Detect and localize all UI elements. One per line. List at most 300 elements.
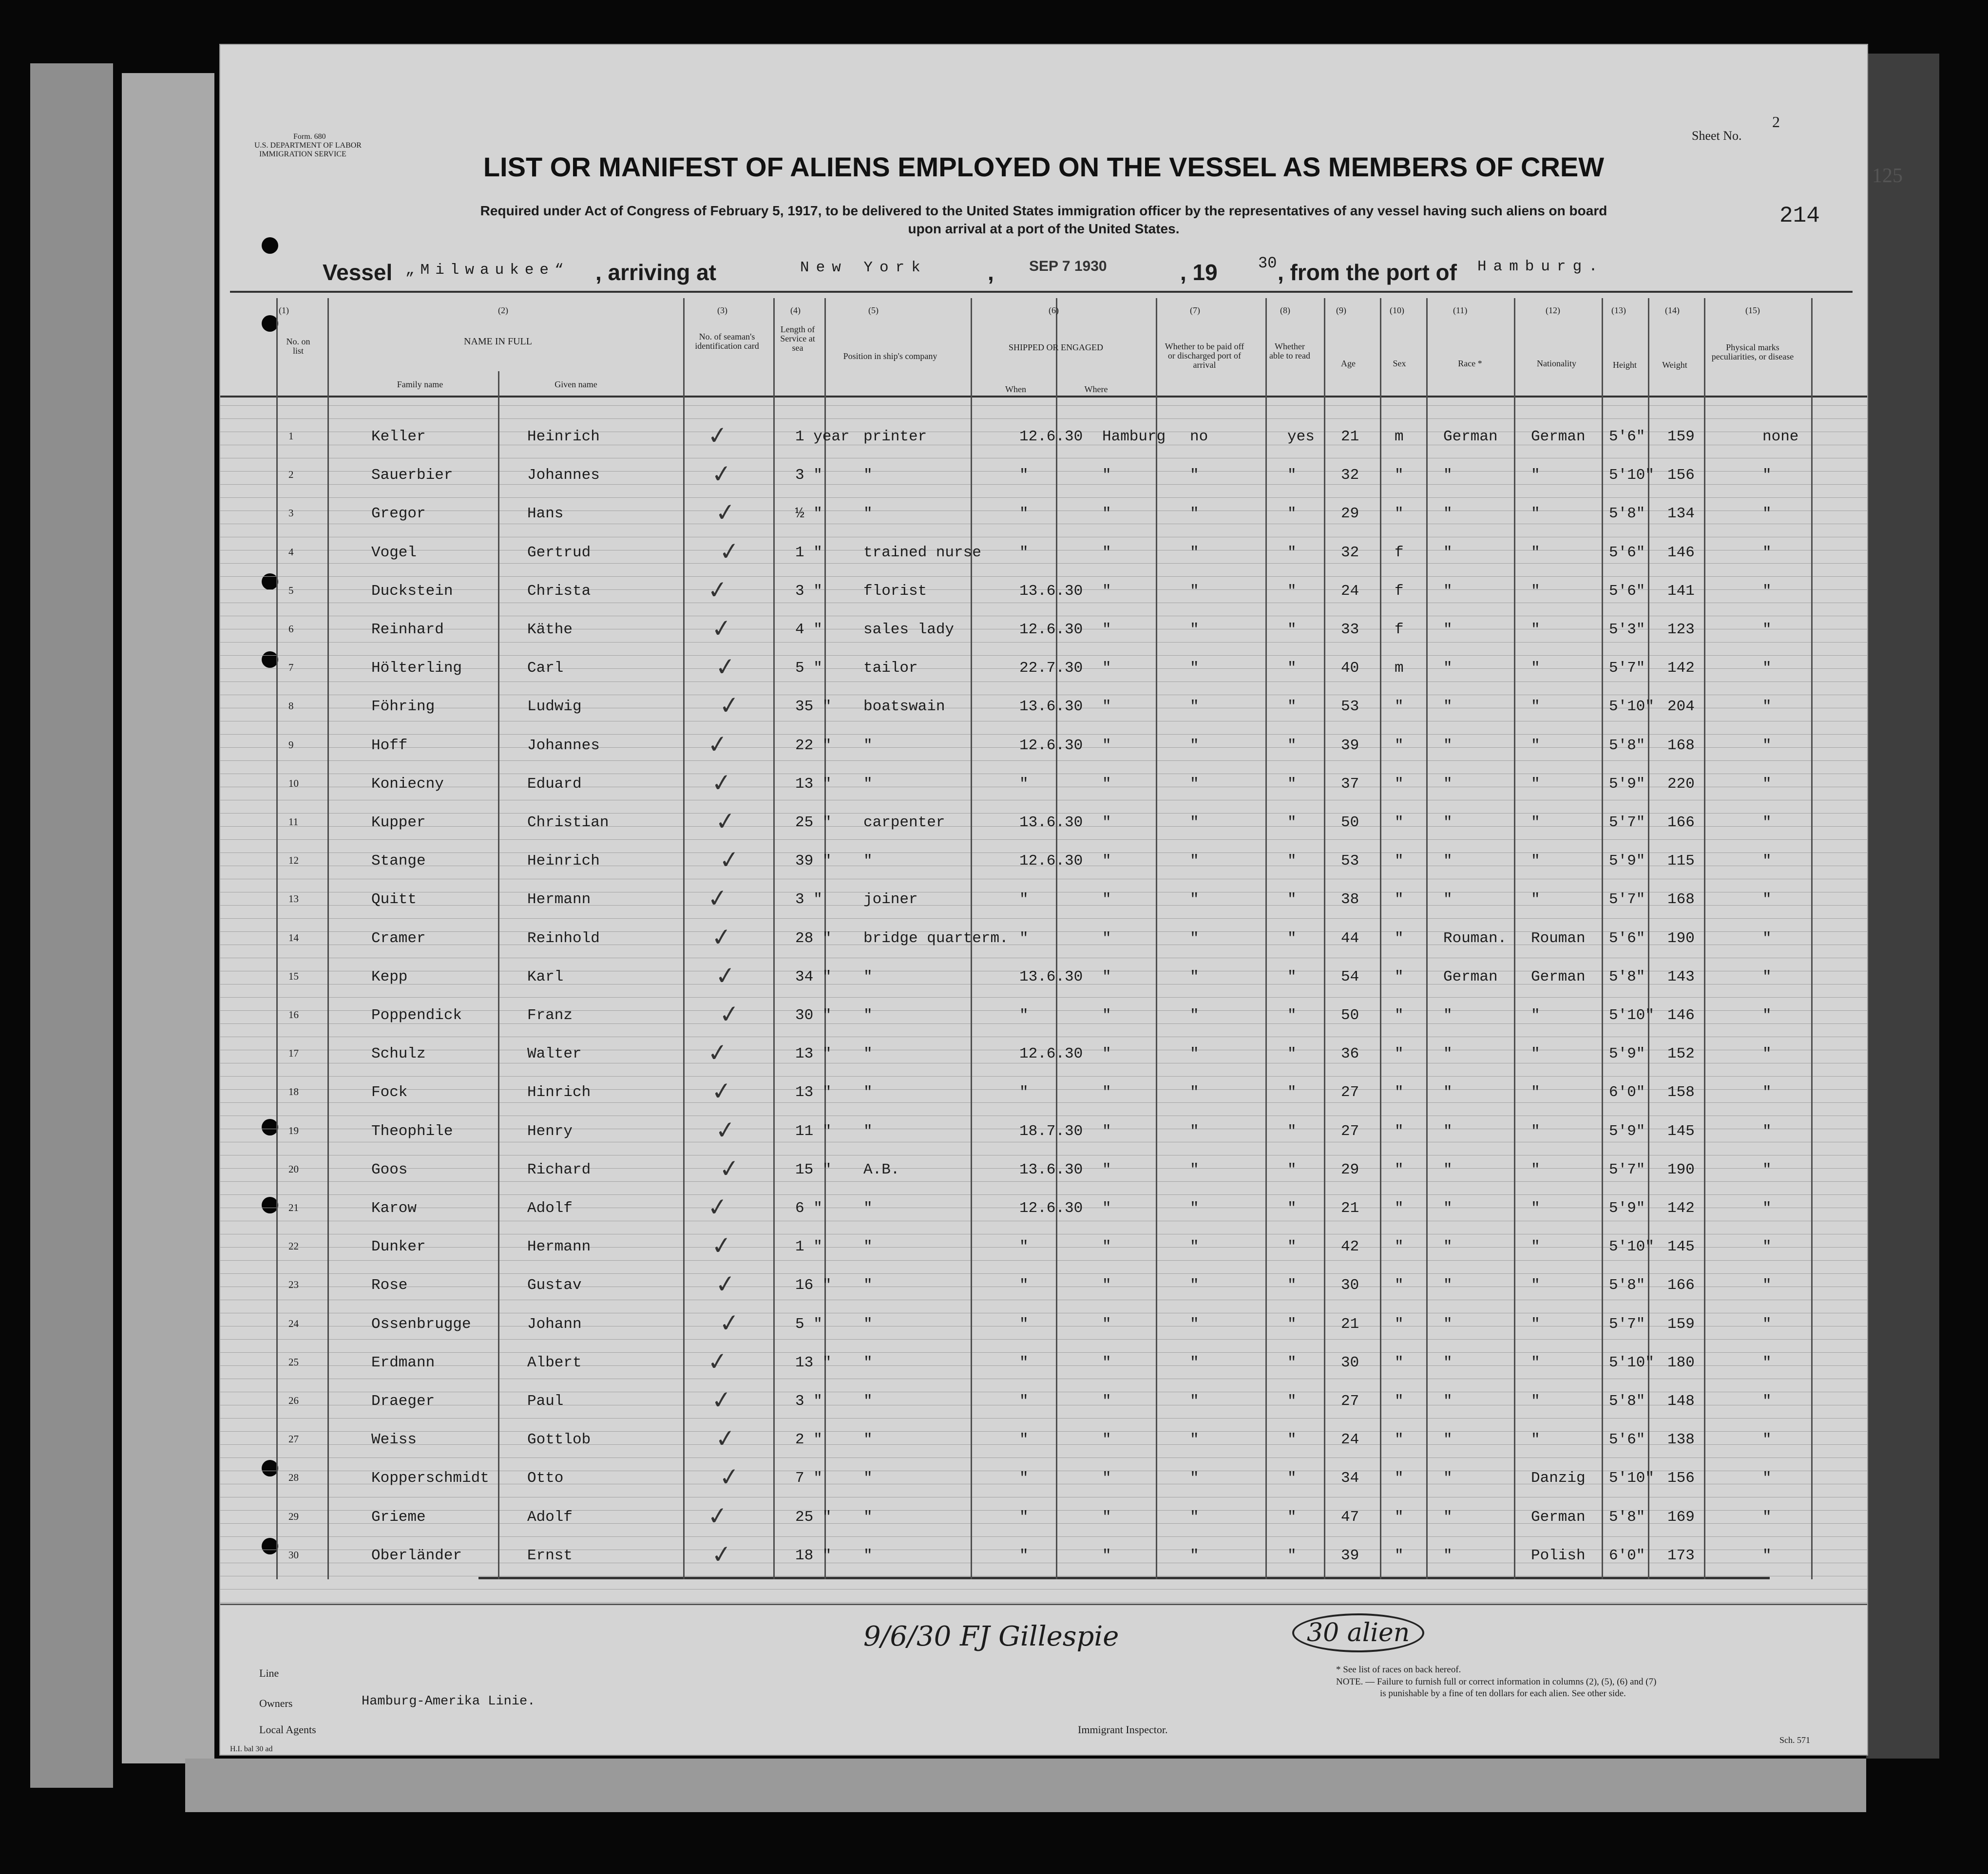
physical-marks: " [1762, 1547, 1772, 1564]
row-number: 5 [288, 584, 294, 596]
paid-off: " [1190, 1354, 1199, 1371]
nationality: " [1531, 1122, 1540, 1140]
paid-off: " [1190, 737, 1199, 754]
row-number: 10 [288, 777, 299, 789]
header-name-in-full: NAME IN FULL [464, 336, 532, 347]
header-sex: Sex [1393, 359, 1406, 368]
able-to-read: " [1287, 544, 1297, 561]
given-name: Franz [527, 1007, 573, 1024]
given-name: Henry [527, 1122, 573, 1140]
family-name: Reinhard [371, 621, 444, 638]
shipped-where: Hamburg [1102, 428, 1166, 445]
header-physical: Physical marks peculiarities, or disease [1711, 342, 1794, 361]
check-mark-icon: ✓ [714, 498, 737, 528]
race: " [1443, 660, 1453, 677]
height: 5'8" [1609, 1393, 1645, 1410]
row-number: 13 [288, 893, 299, 905]
shipped-where: " [1102, 1547, 1111, 1564]
length-of-service: 34 " [795, 968, 832, 985]
able-to-read: " [1287, 1161, 1297, 1178]
race: " [1443, 814, 1453, 831]
sex: " [1395, 968, 1404, 985]
weight: 220 [1667, 775, 1695, 793]
form-subtitle-2: upon arrival at a port of the United States. [908, 221, 1180, 236]
able-to-read: " [1287, 1547, 1297, 1564]
age: 39 [1341, 737, 1359, 754]
height: 5'6" [1609, 1431, 1645, 1449]
nationality: " [1531, 891, 1540, 909]
given-name: Hinrich [527, 1084, 591, 1101]
nationality: " [1531, 775, 1540, 793]
position: " [863, 1547, 873, 1564]
arriving-label: , arriving at [595, 260, 716, 285]
physical-marks: " [1762, 929, 1772, 947]
column-line [1324, 298, 1325, 1579]
ledger-line [220, 1102, 1867, 1103]
check-mark-icon: ✓ [706, 575, 729, 605]
age: 32 [1341, 544, 1359, 561]
note-line-2: is punishable by a fine of ten dollars for each alien. See other side. [1380, 1688, 1626, 1699]
nationality: " [1531, 1315, 1540, 1333]
ledger-line [220, 1194, 1867, 1195]
paid-off: " [1190, 968, 1199, 985]
sex: " [1395, 1084, 1404, 1101]
header-paid-off: Whether to be paid off or discharged port of arrival [1165, 341, 1244, 370]
physical-marks: " [1762, 467, 1772, 484]
height: 5'6" [1609, 582, 1645, 600]
physical-marks: " [1762, 1277, 1772, 1294]
family-name: Theophile [371, 1122, 453, 1140]
row-number: 1 [288, 430, 294, 442]
nationality: " [1531, 544, 1540, 561]
punch-hole [262, 237, 278, 254]
height: 5'7" [1609, 814, 1645, 831]
able-to-read: " [1287, 891, 1297, 909]
shipped-where: " [1102, 1045, 1111, 1063]
age: 32 [1341, 467, 1359, 484]
check-mark-icon: ✓ [714, 1269, 737, 1299]
sex: " [1395, 698, 1404, 716]
position: " [863, 737, 873, 754]
shipped-when: 12.6.30 [1019, 852, 1083, 870]
race: " [1443, 852, 1453, 870]
length-of-service: 13 " [795, 1045, 832, 1063]
column-line [773, 298, 775, 1579]
height: 5'6" [1609, 428, 1645, 445]
header-length-service: Length of Service at sea [780, 324, 815, 353]
ledger-line [220, 813, 1867, 814]
given-name: Hermann [527, 891, 591, 909]
shipped-when: " [1019, 1393, 1029, 1410]
shipped-when: 13.6.30 [1019, 582, 1083, 600]
physical-marks: " [1762, 891, 1772, 909]
length-of-service: 11 " [795, 1122, 832, 1140]
header-age: Age [1341, 359, 1356, 368]
table-header-border [220, 396, 1867, 398]
shipped-where: " [1102, 929, 1111, 947]
header-when: When [1005, 384, 1026, 394]
stamped-number: 214 [1779, 203, 1820, 228]
row-number: 23 [288, 1279, 299, 1291]
side-number: 125 [1872, 165, 1903, 187]
column-line [1811, 298, 1813, 1579]
weight: 166 [1667, 1277, 1695, 1294]
sex: " [1395, 814, 1404, 831]
height: 5'9" [1609, 852, 1645, 870]
service-label: IMMIGRATION SERVICE [259, 150, 346, 158]
sex: " [1395, 891, 1404, 909]
weight: 145 [1667, 1122, 1695, 1140]
race: German [1443, 428, 1498, 445]
ledger-line [220, 1418, 1867, 1419]
ledger-line [220, 1076, 1867, 1077]
age: 54 [1341, 968, 1359, 985]
position: " [863, 1315, 873, 1333]
height: 6'0" [1609, 1547, 1645, 1564]
form-subtitle-1: Required under Act of Congress of February 5, 1917, to be delivered to the United States immigration officer by the representatives of any vessel having such aliens on board [480, 203, 1607, 218]
shipped-where: " [1102, 621, 1111, 638]
table-top-border [230, 291, 1853, 293]
length-of-service: 22 " [795, 737, 832, 754]
length-of-service: 13 " [795, 775, 832, 793]
race: " [1443, 775, 1453, 793]
handwritten-alien-count: 30 alien [1292, 1613, 1424, 1652]
physical-marks: " [1762, 1200, 1772, 1217]
column-number: (15) [1745, 305, 1760, 315]
race: " [1443, 1161, 1453, 1178]
sex: " [1395, 1007, 1404, 1024]
form-number: Form. 680 [293, 133, 326, 141]
handwritten-date-signature: 9/6/30 FJ Gillespie [863, 1621, 1119, 1652]
row-number: 29 [288, 1510, 299, 1522]
ledger-line [220, 418, 1867, 419]
header-shipped: SHIPPED OR ENGAGED [1008, 342, 1103, 352]
punch-hole [262, 1119, 278, 1136]
paid-off: " [1190, 1084, 1199, 1101]
paid-off: " [1190, 1547, 1199, 1564]
age: 37 [1341, 775, 1359, 793]
vessel-label: Vessel [323, 260, 393, 285]
weight: 115 [1667, 852, 1695, 870]
race: " [1443, 698, 1453, 716]
sheet-number-value: 2 [1772, 113, 1780, 131]
row-number: 2 [288, 469, 294, 481]
weight: 168 [1667, 891, 1695, 909]
given-name: Hans [527, 505, 564, 523]
shipped-when: " [1019, 1470, 1029, 1487]
height: 5'10" [1609, 467, 1655, 484]
sex: " [1395, 1354, 1404, 1371]
nationality: " [1531, 814, 1540, 831]
given-name: Adolf [527, 1200, 573, 1217]
sheet-number-label: Sheet No. [1692, 129, 1742, 143]
shipped-where: " [1102, 1470, 1111, 1487]
left-page-edge [30, 63, 113, 1788]
local-agents-label: Local Agents [259, 1723, 316, 1736]
column-line [1704, 298, 1705, 1579]
given-name: Ludwig [527, 698, 582, 716]
nationality: German [1531, 1508, 1586, 1526]
weight: 180 [1667, 1354, 1695, 1371]
height: 5'9" [1609, 1045, 1645, 1063]
shipped-where: " [1102, 1354, 1111, 1371]
physical-marks: " [1762, 1393, 1772, 1410]
ledger-line [220, 760, 1867, 761]
age: 27 [1341, 1122, 1359, 1140]
position: " [863, 505, 873, 523]
shipped-where: " [1102, 1007, 1111, 1024]
check-mark-icon: ✓ [710, 768, 733, 797]
family-name: Gregor [371, 505, 426, 523]
race: " [1443, 467, 1453, 484]
column-line [276, 298, 278, 1579]
punch-hole [262, 1538, 278, 1554]
check-mark-icon: ✓ [710, 922, 733, 952]
from-port-label: , from the port of [1278, 260, 1457, 285]
weight: 142 [1667, 1200, 1695, 1217]
column-line [498, 371, 499, 1579]
height: 6'0" [1609, 1084, 1645, 1101]
height: 5'7" [1609, 891, 1645, 909]
sex: " [1395, 467, 1404, 484]
physical-marks: " [1762, 698, 1772, 716]
position: florist [863, 582, 927, 600]
sex: " [1395, 1547, 1404, 1564]
family-name: Ossenbrugge [371, 1315, 471, 1333]
sex: " [1395, 1431, 1404, 1449]
weight: 142 [1667, 660, 1695, 677]
height: 5'6" [1609, 929, 1645, 947]
physical-marks: " [1762, 1007, 1772, 1024]
able-to-read: " [1287, 814, 1297, 831]
position: " [863, 1508, 873, 1526]
race: " [1443, 621, 1453, 638]
row-number: 12 [288, 854, 299, 867]
column-line [1380, 298, 1381, 1579]
age: 29 [1341, 1161, 1359, 1178]
column-number: (1) [279, 305, 289, 315]
family-name: Föhring [371, 698, 435, 716]
weight: 168 [1667, 737, 1695, 754]
header-race: Race * [1458, 359, 1482, 368]
shipped-where: " [1102, 505, 1111, 523]
position: " [863, 1200, 873, 1217]
height: 5'8" [1609, 968, 1645, 985]
column-number: (11) [1453, 305, 1468, 315]
race: " [1443, 737, 1453, 754]
height: 5'10" [1609, 1007, 1655, 1024]
punch-hole [262, 315, 278, 332]
nationality: German [1531, 968, 1586, 985]
length-of-service: 6 " [795, 1200, 822, 1217]
paid-off: " [1190, 775, 1199, 793]
family-name: Schulz [371, 1045, 426, 1063]
length-of-service: 4 " [795, 621, 822, 638]
able-to-read: " [1287, 1393, 1297, 1410]
owners-label: Owners [259, 1697, 293, 1709]
shipped-when: " [1019, 1007, 1029, 1024]
punch-hole [262, 651, 278, 668]
arriving-comma: , [988, 260, 994, 285]
given-name: Heinrich [527, 428, 600, 445]
given-name: Adolf [527, 1508, 573, 1526]
able-to-read: " [1287, 1045, 1297, 1063]
given-name: Eduard [527, 775, 582, 793]
nationality: " [1531, 1200, 1540, 1217]
form-title: LIST OR MANIFEST OF ALIENS EMPLOYED ON THE VESSEL AS MEMBERS OF CREW [483, 151, 1605, 182]
paid-off: " [1190, 1470, 1199, 1487]
sex: f [1395, 582, 1404, 600]
nationality: " [1531, 1238, 1540, 1256]
header-where: Where [1084, 384, 1108, 394]
paid-off: " [1190, 1122, 1199, 1140]
given-name: Walter [527, 1045, 582, 1063]
age: 53 [1341, 852, 1359, 870]
able-to-read: " [1287, 737, 1297, 754]
family-name: Draeger [371, 1393, 435, 1410]
able-to-read: " [1287, 698, 1297, 716]
row-number: 30 [288, 1549, 299, 1561]
age: 36 [1341, 1045, 1359, 1063]
paid-off: " [1190, 698, 1199, 716]
physical-marks: " [1762, 621, 1772, 638]
family-name: Keller [371, 428, 426, 445]
given-name: Johannes [527, 737, 600, 754]
nationality: " [1531, 852, 1540, 870]
shipped-when: " [1019, 1431, 1029, 1449]
check-mark-icon: ✓ [718, 536, 741, 566]
age: 34 [1341, 1470, 1359, 1487]
physical-marks: " [1762, 1354, 1772, 1371]
column-line [1265, 298, 1267, 1579]
given-name: Albert [527, 1354, 582, 1371]
position: " [863, 1007, 873, 1024]
nationality: " [1531, 1045, 1540, 1063]
given-name: Hermann [527, 1238, 591, 1256]
physical-marks: " [1762, 1315, 1772, 1333]
header-given-name: Given name [554, 379, 597, 389]
height: 5'3" [1609, 621, 1645, 638]
paid-off: " [1190, 1200, 1199, 1217]
column-line [1648, 298, 1649, 1579]
shipped-where: " [1102, 582, 1111, 600]
nationality: " [1531, 621, 1540, 638]
column-number: (6) [1049, 305, 1059, 315]
length-of-service: 1 " [795, 1238, 822, 1256]
shipped-when: " [1019, 1547, 1029, 1564]
race: " [1443, 1045, 1453, 1063]
nationality: " [1531, 698, 1540, 716]
given-name: Gustav [527, 1277, 582, 1294]
length-of-service: 3 " [795, 582, 822, 600]
row-number: 25 [288, 1356, 299, 1368]
paid-off: no [1190, 428, 1208, 445]
check-mark-icon: ✓ [718, 845, 741, 875]
position: " [863, 1238, 873, 1256]
position: " [863, 1045, 873, 1063]
weight: 146 [1667, 544, 1695, 561]
family-name: Kopperschmidt [371, 1470, 489, 1487]
paid-off: " [1190, 660, 1199, 677]
sex: " [1395, 1161, 1404, 1178]
height: 5'8" [1609, 1508, 1645, 1526]
weight: 158 [1667, 1084, 1695, 1101]
given-name: Gottlob [527, 1431, 591, 1449]
length-of-service: 15 " [795, 1161, 832, 1178]
sex: m [1395, 428, 1404, 445]
header-height: Height [1613, 360, 1637, 370]
race: " [1443, 1470, 1453, 1487]
header-nationality: Nationality [1537, 359, 1576, 368]
bottom-small-print: H.I. bal 30 ad [230, 1745, 273, 1753]
able-to-read: " [1287, 775, 1297, 793]
header-no-on-list: No. on list [286, 337, 310, 356]
check-mark-icon: ✓ [706, 1501, 729, 1531]
check-mark-icon: ✓ [714, 1424, 737, 1454]
column-number: (7) [1190, 305, 1200, 315]
height: 5'6" [1609, 544, 1645, 561]
physical-marks: " [1762, 968, 1772, 985]
left-page-strip [122, 73, 214, 1763]
sex: " [1395, 505, 1404, 523]
row-number: 9 [288, 738, 294, 751]
race: " [1443, 1393, 1453, 1410]
height: 5'10" [1609, 698, 1655, 716]
paid-off: " [1190, 505, 1199, 523]
age: 33 [1341, 621, 1359, 638]
check-mark-icon: ✓ [710, 459, 733, 489]
weight: 152 [1667, 1045, 1695, 1063]
row-number: 21 [288, 1202, 299, 1213]
race: " [1443, 1084, 1453, 1101]
given-name: Reinhold [527, 929, 600, 947]
paid-off: " [1190, 1508, 1199, 1526]
position: " [863, 1122, 873, 1140]
nationality: " [1531, 1354, 1540, 1371]
column-number: (10) [1390, 305, 1404, 315]
row-number: 18 [288, 1086, 299, 1098]
length-of-service: 13 " [795, 1084, 832, 1101]
sex: " [1395, 1315, 1404, 1333]
family-name: Fock [371, 1084, 408, 1101]
able-to-read: " [1287, 852, 1297, 870]
physical-marks: " [1762, 582, 1772, 600]
check-mark-icon: ✓ [706, 1346, 729, 1376]
length-of-service: 28 " [795, 929, 832, 947]
given-name: Paul [527, 1393, 564, 1410]
length-of-service: 25 " [795, 1508, 832, 1526]
able-to-read: " [1287, 1200, 1297, 1217]
height: 5'10" [1609, 1238, 1655, 1256]
shipped-when: " [1019, 1277, 1029, 1294]
length-of-service: 5 " [795, 660, 822, 677]
position: " [863, 852, 873, 870]
shipped-when: " [1019, 775, 1029, 793]
shipped-when: " [1019, 505, 1029, 523]
able-to-read: " [1287, 929, 1297, 947]
weight: 190 [1667, 929, 1695, 947]
shipped-when: 18.7.30 [1019, 1122, 1083, 1140]
shipped-where: " [1102, 1315, 1111, 1333]
family-name: Oberländer [371, 1547, 462, 1564]
position: " [863, 1470, 873, 1487]
able-to-read: " [1287, 660, 1297, 677]
sex: m [1395, 660, 1404, 677]
column-line [683, 298, 685, 1579]
nationality: " [1531, 737, 1540, 754]
ledger-line [220, 918, 1867, 919]
shipped-when: " [1019, 1354, 1029, 1371]
